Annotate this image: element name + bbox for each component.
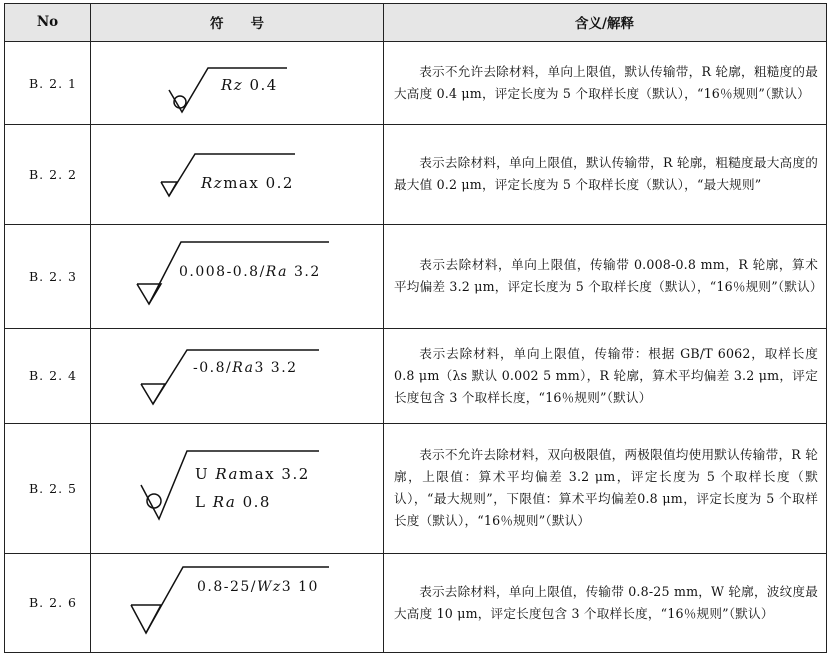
symbol-text: Rzmax 0.2 xyxy=(201,174,294,192)
surface-texture-table xyxy=(4,3,827,653)
symbol-cell xyxy=(91,124,383,224)
table-row xyxy=(5,553,826,652)
surface-texture-material-removal-required-icon xyxy=(91,553,383,652)
symbol-text-upper: U Ramax 3.2 xyxy=(195,465,310,483)
meaning-cell xyxy=(384,553,826,652)
meaning-cell xyxy=(384,328,826,423)
table-row xyxy=(5,42,826,124)
row-number: B. 2. 6 xyxy=(29,595,77,610)
meaning-text: 表示去除材料，单向上限值，传输带 0.008-0.8 mm，R 轮廓，算术平均偏差 3.2 μm，评定长度为 5 个取样长度（默认），“16％规则”（默认） xyxy=(394,257,823,294)
table-row xyxy=(5,124,826,224)
row-number: B. 2. 2 xyxy=(29,166,77,182)
row-number: B. 2. 1 xyxy=(29,75,77,91)
surface-texture-material-removal-prohibited-icon xyxy=(91,423,383,553)
symbol-text: Rz 0.4 xyxy=(221,76,278,94)
meaning-text: 表示去除材料，单向上限值，传输带 0.8-25 mm，W 轮廓，波纹度最大高度 10 μm，评定长度包含 3 个取样长度，“16％规则”（默认） xyxy=(394,583,818,621)
symbol-cell xyxy=(91,423,383,553)
header-symbol: 符 号 xyxy=(210,16,264,32)
symbol-cell xyxy=(91,224,383,328)
table-header xyxy=(5,4,826,42)
symbol-text: 0.008-0.8/Ra 3.2 xyxy=(179,264,321,280)
table-row xyxy=(5,224,826,328)
symbol-cell xyxy=(91,553,383,652)
header-no: No xyxy=(36,14,59,30)
symbol-text: -0.8/Ra3 3.2 xyxy=(193,360,298,376)
row-number: B. 2. 4 xyxy=(29,368,77,383)
meaning-text: 表示不允许去除材料，单向上限值，默认传输带，R 轮廓，粗糙度的最大高度 0.4 μm，评定长度为 5 个取样长度（默认），“16％规则”（默认） xyxy=(394,64,818,101)
meaning-cell xyxy=(384,124,826,224)
symbol-text-lower: L Ra 0.8 xyxy=(195,493,271,511)
header-meaning: 含义/解释 xyxy=(575,16,634,32)
meaning-text: 表示不允许去除材料，双向极限值，两极限值均使用默认传输带，R 轮廓，上限值：算术平均偏差 3.2 μm，评定长度为 5 个取样长度（默认），“最大规则”，下限值：算术平均偏差0.8 μm，评定长度为 5 个取样长度（默认），“16％规则”（默认） xyxy=(394,447,818,528)
meaning-text: 表示去除材料，单向上限值，传输带：根据 GB/T 6062，取样长度 0.8 μm（λs 默认 0.002 5 mm），R 轮廓，算术平均偏差 3.2 μm，评定长度包含 3 个取样长度，“16％规则”（默认） xyxy=(394,345,818,405)
meaning-text: 表示去除材料，单向上限值，默认传输带，R 轮廓，粗糙度最大高度的最大值 0.2 μm，评定长度为 5 个取样长度（默认），“最大规则” xyxy=(394,155,818,192)
row-number: B. 2. 5 xyxy=(29,480,77,496)
row-number: B. 2. 3 xyxy=(29,268,77,284)
symbol-text: 0.8-25/Wz3 10 xyxy=(197,579,319,595)
meaning-cell xyxy=(384,224,826,328)
meaning-cell xyxy=(384,42,826,124)
table-row xyxy=(5,328,826,423)
meaning-cell xyxy=(384,423,826,553)
table-row xyxy=(5,423,826,553)
symbol-cell xyxy=(91,42,383,124)
symbol-cell xyxy=(91,328,383,423)
